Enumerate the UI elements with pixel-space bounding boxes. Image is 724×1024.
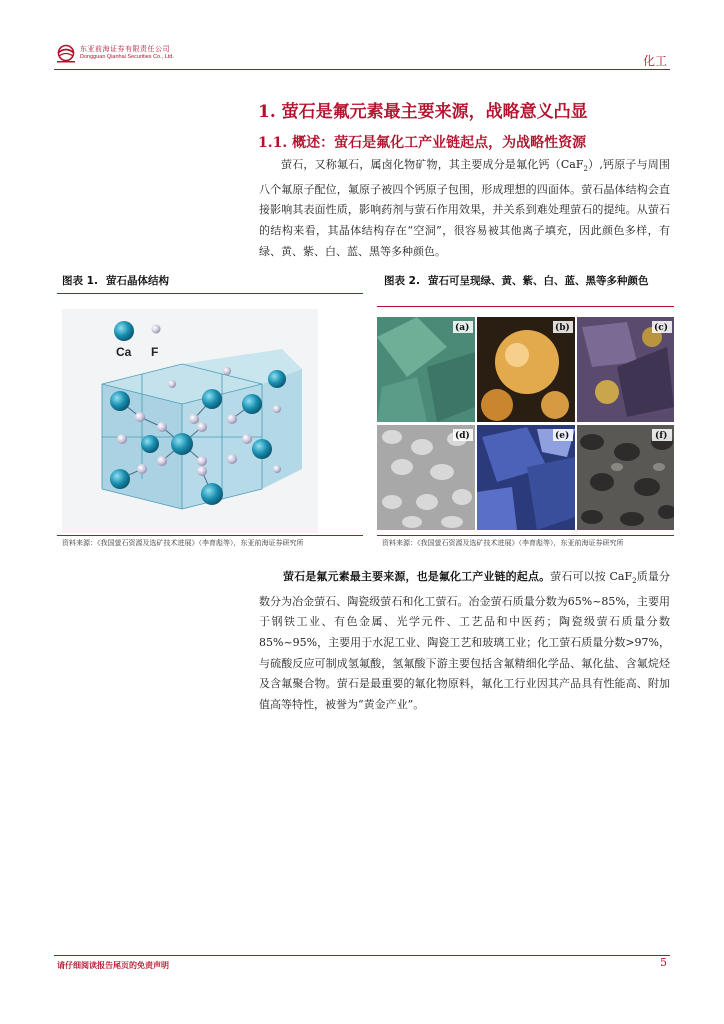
photo-label-d: (d): [455, 431, 470, 441]
figure1-source: 资料来源：《我国萤石资源及选矿技术进展》（李育彪等），东亚前海证券研究所: [62, 539, 304, 547]
body-text-a: 萤石可以按 CaF: [550, 570, 633, 583]
legend-f-atom: [152, 325, 161, 334]
disclaimer-note: 请仔细阅读报告尾页的免责声明: [57, 961, 169, 970]
figure2-caption-divider: [377, 306, 674, 307]
footer-divider: [54, 955, 670, 956]
figure1-source-divider: [57, 535, 363, 536]
photo-label-f: (f): [655, 431, 668, 441]
photo-label-e: (e): [555, 431, 570, 441]
fluorite-color-photos: [377, 317, 674, 530]
figure2-source: 资料来源：《我国萤石资源及选矿技术进展》（李育彪等），东亚前海证券研究所: [382, 539, 624, 547]
body-text-b: 质量分数分为冶金萤石、陶瓷级萤石和化工萤石。冶金萤石质量分数为65%~85%，主要用于钢铁工业、有色金属、光学元件、工艺品和中医药；陶瓷级萤石质量分数 85%~95%，主要用于水泥工业、陶瓷工艺和玻璃工业；化工萤石质量分数>97%，与硫酸反应可制成氢氟酸，氢氟酸下游主要包括含氟精细化学品、氟化盐、含氟烷烃及含氟聚合物。萤石是最重要的氟化物原料，氟化工行业因其产品具有性能高、附加值高等特性，被誉为“黄金产业”。: [259, 570, 671, 711]
intro-subscript: 2: [583, 165, 588, 174]
photo-label-a: (a): [455, 323, 470, 333]
figure2-title: 萤石可呈现绿、黄、紫、白、蓝、黑等多种颜色: [427, 275, 649, 287]
legend-ca-atom: [114, 321, 134, 341]
company-logo: [54, 44, 80, 64]
subsection-heading: 1.1. 概述：萤石是氟化工产业链起点，为战略性资源: [258, 135, 587, 151]
figure2-caption: [384, 274, 670, 289]
section-heading: 1. 萤石是氟元素最主要来源，战略意义凸显: [258, 102, 588, 122]
body-paragraph: [259, 567, 670, 715]
figure1-caption-divider: [57, 293, 363, 294]
body-subscript: 2: [632, 577, 637, 586]
intro-paragraph: [259, 155, 670, 262]
company-name-en: Dongguan Qianhai Securities Co., Ltd.: [80, 54, 174, 60]
body-lead: 萤石是氟元素最主要来源，也是氟化工产业链的起点。: [283, 570, 551, 583]
page-number: 5: [660, 956, 667, 969]
intro-text-a: 萤石，又称氟石，属卤化物矿物，其主要成分是氟化钙（CaF: [281, 158, 584, 171]
figure1-title: 萤石晶体结构: [105, 275, 169, 287]
header-divider: [54, 69, 670, 70]
photo-label-c: (c): [654, 323, 668, 333]
company-name-cn: 东亚前海证券有限责任公司: [80, 45, 170, 53]
legend-ca-label: Ca: [116, 345, 132, 359]
figure1-number: 图表 1.: [62, 275, 98, 287]
section-tag: 化工: [642, 54, 667, 68]
photo-label-b: (b): [555, 323, 570, 333]
figure2-number: 图表 2.: [384, 275, 420, 287]
figure2-source-divider: [377, 535, 674, 536]
crystal-structure-image: [62, 309, 318, 533]
figure1-caption: [62, 274, 352, 289]
legend-f-label: F: [151, 345, 159, 359]
intro-text-b: ）,钙原子与周围八个氟原子配位，氟原子被四个钙原子包围，形成理想的四面体。萤石晶体结构会直接影响其表面性质，影响药剂与萤石作用效果，并关系到难处理萤石的提纯。从萤石的结构来看，其晶体结构存在“空洞”，很容易被其他离子填充，因此颜色多样，有绿、黄、紫、白、蓝、黑等多种颜色。: [259, 158, 671, 258]
